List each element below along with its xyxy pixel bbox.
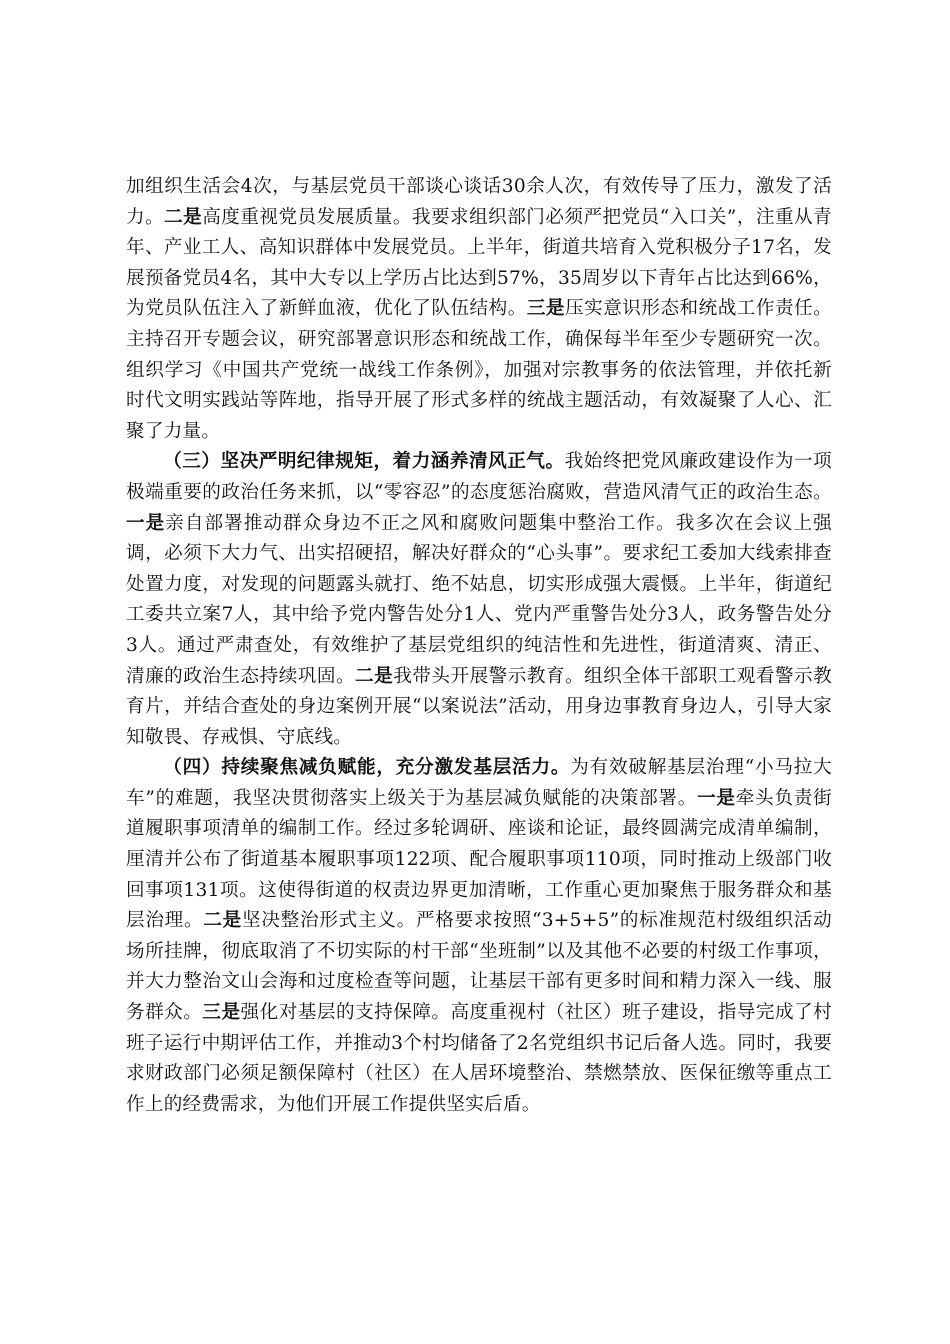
- paragraph-section-4-burden-reduction: [126, 753, 832, 1120]
- text-run: 牵头负责街道履职事项清单的编制工作。经过多轮调研、座谈和论证，最终圆满完成清单编制，厘清并公布了街道基本履职事项122项、配合履职事项110项，同时推动上级部门收回事项131项。这使得街道的权责边界更加清晰，工作重心更加聚焦于服务群众和基层治理。: [126, 787, 832, 932]
- text-run: 我始终把党风廉政建设作为一项极端重要的政治任务来抓，以“零容忍”的态度惩治腐败，营造风清气正的政治生态。: [126, 451, 832, 503]
- section-heading: （三）坚决严明纪律规矩，着力涵养清风正气。: [163, 451, 565, 473]
- emphasis-run: 三是: [526, 298, 566, 320]
- paragraph-organization-life: [126, 172, 832, 447]
- emphasis-run: 一是: [126, 512, 166, 534]
- emphasis-run: 二是: [164, 206, 203, 228]
- text-run: 我带头开展警示教育。组织全体干部职工观看警示教育片，并结合查处的身边案例开展“以案说法”活动，用身边事教育身边人，引导大家知敬畏、存戒惧、守底线。: [126, 665, 832, 748]
- emphasis-run: 二是: [355, 665, 394, 687]
- text-run: 高度重视党员发展质量。我要求组织部门必须严把党员“入口关”，注重从青年、产业工人、高知识群体中发展党员。上半年，街道共培育入党积极分子17名，发展预备党员4名，其中大专以上学历占比达到57%，35周岁以下青年占比达到66%，为党员队伍注入了新鲜血液，优化了队伍结构。: [126, 206, 832, 320]
- text-run: 亲自部署推动群众身边不正之风和腐败问题集中整治工作。我多次在会议上强调，必须下大力气、出实招硬招，解决好群众的“心头事”。要求纪工委加大线索排查处置力度，对发现的问题露头就打、绝不姑息，切实形成强大震慑。上半年，街道纪工委共立案7人，其中给予党内警告处分1人、党内严重警告处分3人，政务警告处分3人。通过严肃查处，有效维护了基层党组织的纯洁性和先进性，街道清爽、清正、清廉的政治生态持续巩固。: [126, 512, 832, 687]
- emphasis-run: 三是: [202, 1002, 241, 1024]
- emphasis-run: 二是: [203, 910, 242, 932]
- text-run: 强化对基层的支持保障。高度重视村（社区）班子建设，指导完成了村班子运行中期评估工作，并推动3个村均储备了2名党组织书记后备人选。同时，我要求财政部门必须足额保障村（社区）在人居环境整治、禁燃禁放、医保征缴等重点工作上的经费需求，为他们开展工作提供坚实后盾。: [126, 1002, 832, 1115]
- text-run: 加组织生活会4次，与基层党员干部谈心谈话30余人次，有效传导了压力，激发了活力。: [126, 176, 832, 228]
- emphasis-run: 一是: [697, 787, 736, 809]
- text-run: 为有效破解基层治理“小马拉大车”的难题，我坚决贯彻落实上级关于为基层减负赋能的决策部署。: [126, 757, 832, 809]
- document-page: [126, 172, 832, 1120]
- text-run: 压实意识形态和统战工作责任。主持召开专题会议，研究部署意识形态和统战工作，确保每半年至少专题研究一次。组织学习《中国共产党统一战线工作条例》，加强对宗教事务的依法管理，并依托新时代文明实践站等阵地，指导开展了形式多样的统战主题活动，有效凝聚了人心、汇聚了力量。: [126, 298, 832, 442]
- text-run: 坚决整治形式主义。严格要求按照“3+5+5”的标准规范村级组织活动场所挂牌，彻底取消了不切实际的村干部“坐班制”以及其他不必要的村级工作事项，并大力整治文山会海和过度检查等问题，让基层干部有更多时间和精力深入一线、服务群众。: [126, 910, 832, 1024]
- section-heading: （四）持续聚焦减负赋能，充分激发基层活力。: [163, 757, 571, 779]
- paragraph-section-3-discipline: [126, 447, 832, 753]
